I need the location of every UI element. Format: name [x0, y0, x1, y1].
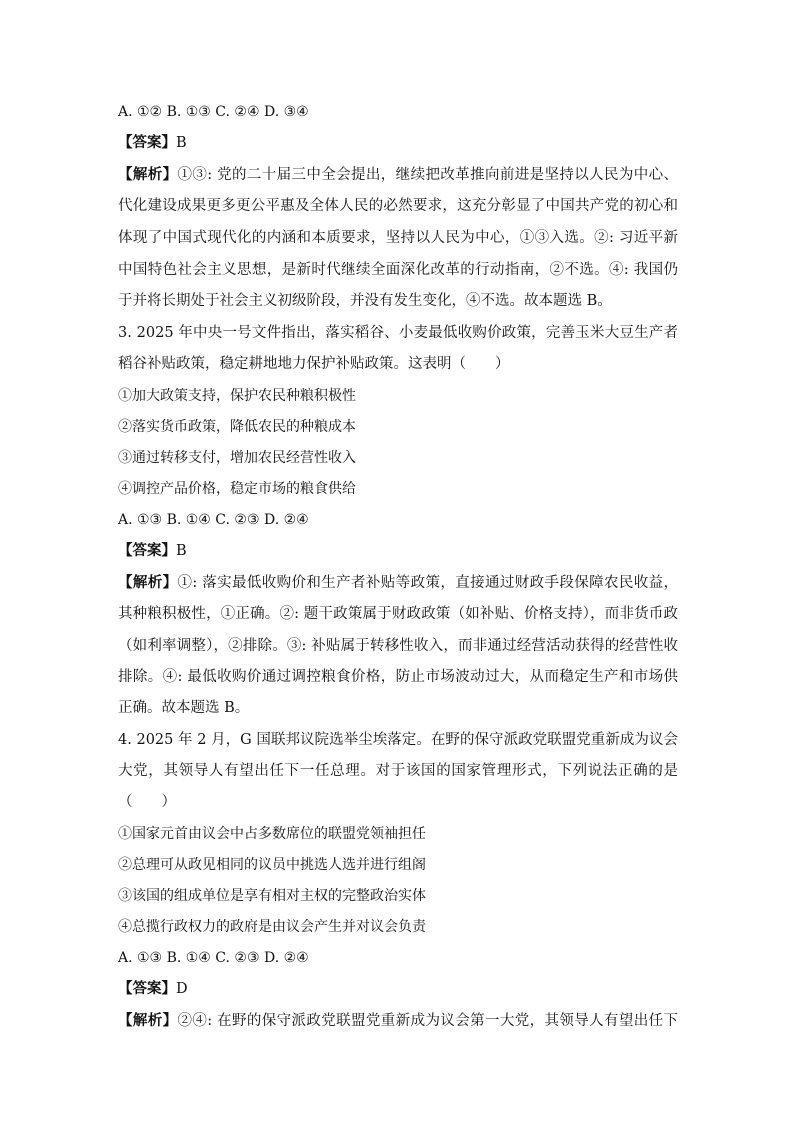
analysis-label: 【解析】 — [118, 574, 178, 591]
q4-choices: A. ①③ B. ①④ C. ②③ D. ②④ — [118, 950, 309, 966]
q3-analysis-line-4: 排除。④: 最低收购价通过调控粮食价格，防止市场波动过大，从而稳定生产和市场供 — [118, 669, 678, 685]
q4-stem-line-2: 大党，其领导人有望出任下一任总理。对于该国的国家管理形式，下列说法正确的是 — [118, 763, 678, 779]
analysis-text: ①: 落实最低收购价和生产者补贴等政策，直接通过财政手段保障农民收益， — [177, 575, 678, 591]
q3-stem-line-2: 稻谷补贴政策，稳定耕地地力保护补贴政策。这表明（ ） — [118, 356, 510, 372]
q4-option-4: ④总揽行政权力的政府是由议会产生并对议会负责 — [118, 919, 426, 935]
answer-value: B — [176, 543, 187, 559]
analysis-label: 【解析】 — [118, 166, 178, 183]
q2-analysis-line-2: 代化建设成果更多更公平惠及全体人民的必然要求，这充分彰显了中国共产党的初心和 — [118, 198, 678, 214]
q3-option-1: ①加大政策支持，保护农民种粮积极性 — [118, 388, 356, 404]
q3-analysis-line-3: （如利率调整），②排除。③: 补贴属于转移性收入，而非通过经营活动获得的经营性收 — [118, 638, 678, 654]
q2-analysis-line-3: 体现了中国式现代化的内涵和本质要求，坚持以人民为中心，①③入选。②: 习近平新 — [118, 230, 678, 246]
q4-analysis-line-1 — [118, 1011, 678, 1031]
answer-value: B — [176, 135, 187, 151]
q2-answer — [118, 133, 678, 153]
q3-answer — [118, 541, 678, 561]
q3-option-2: ②落实货币政策，降低农民的种粮成本 — [118, 419, 356, 435]
q3-choices: A. ①③ B. ①④ C. ②③ D. ②④ — [118, 512, 309, 528]
q4-stem-line-1: 4. 2025 年 2 月，G 国联邦议院选举尘埃落定。在野的保守派政党联盟党重新成为议会 — [118, 732, 678, 748]
analysis-text: ②④: 在野的保守派政党联盟党重新成为议会第一大党，其领导人有望出任下 — [177, 1013, 678, 1029]
answer-label: 【答案】 — [118, 980, 176, 997]
q2-analysis-line-5: 于并将长期处于社会主义初级阶段，并没有发生变化，④不选。故本题选 B。 — [118, 293, 612, 309]
q3-analysis-line-2: 其种粮积极性，①正确。②: 题干政策属于财政政策（如补贴、价格支持），而非货币政 — [118, 606, 678, 622]
q3-option-3: ③通过转移支付，增加农民经营性收入 — [118, 450, 356, 466]
q4-option-2: ②总理可从政见相同的议员中挑选人选并进行组阁 — [118, 857, 426, 873]
q4-option-3: ③该国的组成单位是享有相对主权的完整政治实体 — [118, 888, 426, 904]
q2-choices: A. ①② B. ①③ C. ②④ D. ③④ — [118, 104, 309, 120]
answer-value: D — [176, 981, 188, 997]
q4-option-1: ①国家元首由议会中占多数席位的联盟党领袖担任 — [118, 826, 426, 842]
q3-option-4: ④调控产品价格，稳定市场的粮食供给 — [118, 481, 356, 497]
q2-analysis-line-4: 中国特色社会主义思想，是新时代继续全面深化改革的行动指南，②不选。④: 我国仍 — [118, 262, 678, 278]
q3-analysis-line-5: 正确。故本题选 B。 — [118, 700, 250, 716]
q2-analysis-line-1 — [118, 165, 678, 185]
q4-stem-line-3: （ ） — [118, 794, 176, 810]
answer-label: 【答案】 — [118, 134, 176, 151]
answer-label: 【答案】 — [118, 542, 176, 559]
analysis-label: 【解析】 — [118, 1012, 178, 1029]
analysis-text: ①③: 党的二十届三中全会提出，继续把改革推向前进是坚持以人民为中心、 — [177, 167, 678, 183]
q4-answer — [118, 979, 678, 999]
q3-analysis-line-1 — [118, 573, 678, 593]
q3-stem-line-1: 3. 2025 年中央一号文件指出，落实稻谷、小麦最低收购价政策，完善玉米大豆生产者 — [118, 325, 678, 341]
